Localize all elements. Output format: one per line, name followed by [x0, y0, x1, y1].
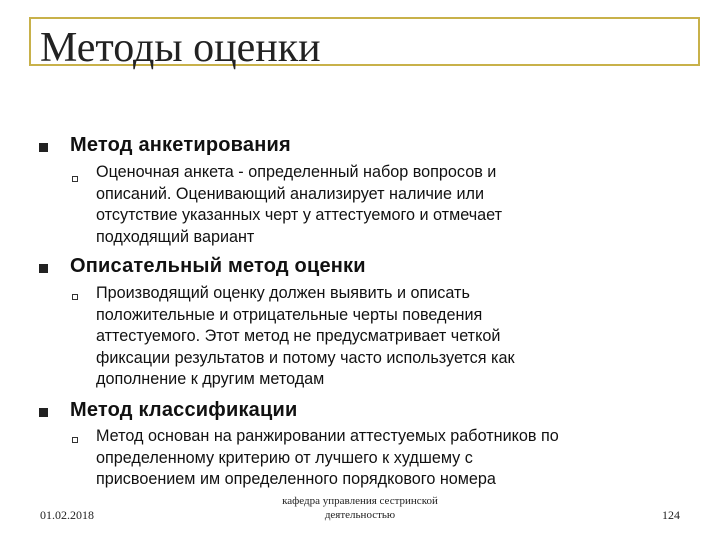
section-text-descriptive	[96, 283, 515, 391]
hollow-square-bullet-icon	[72, 294, 78, 300]
footer-department-line: кафедра управления сестринской	[282, 495, 438, 507]
section-text-classification	[96, 426, 559, 491]
footer-department	[250, 494, 470, 522]
slide-title: Методы оценки	[40, 25, 321, 71]
text-line: отсутствие указанных черт у аттестуемого и отмечает	[96, 206, 503, 224]
section-heading-descriptive: Описательный метод оценки	[70, 255, 366, 277]
text-line: присвоением им определенного порядкового номера	[96, 470, 496, 488]
text-line: положительные и отрицательные черты поведения	[96, 305, 483, 324]
text-line: Метод основан на ранжировании аттестуемых работников по	[96, 427, 559, 445]
hollow-square-bullet-icon	[72, 437, 78, 443]
square-bullet-icon	[39, 143, 48, 152]
section-text-questionnaire	[96, 162, 502, 248]
footer-page-number: 124	[662, 508, 680, 522]
hollow-square-bullet-icon	[72, 176, 78, 182]
text-line: фиксации результатов и потому часто используется как	[96, 348, 515, 367]
text-line: определенному критерию от лучшего к худшему с	[96, 448, 473, 467]
text-line: Оценочная анкета - определенный набор вопросов и	[96, 163, 497, 181]
footer-date: 01.02.2018	[40, 508, 94, 522]
title-frame-top-line	[29, 17, 700, 19]
section-heading-classification: Метод классификации	[70, 399, 298, 421]
footer-department-line: деятельностью	[324, 509, 396, 521]
text-line: аттестуемого. Этот метод не предусматривает четкой	[96, 327, 501, 345]
text-line: дополнение к другим методам	[96, 370, 325, 388]
text-line: Производящий оценку должен выявить и описать	[96, 284, 470, 302]
square-bullet-icon	[39, 264, 48, 273]
square-bullet-icon	[39, 408, 48, 417]
section-heading-questionnaire: Метод анкетирования	[70, 134, 291, 156]
text-line: описаний. Оценивающий анализирует наличие или	[96, 184, 484, 203]
title-frame-right-line	[698, 17, 700, 65]
text-line: подходящий вариант	[96, 227, 255, 246]
title-frame-left-line	[29, 17, 31, 65]
